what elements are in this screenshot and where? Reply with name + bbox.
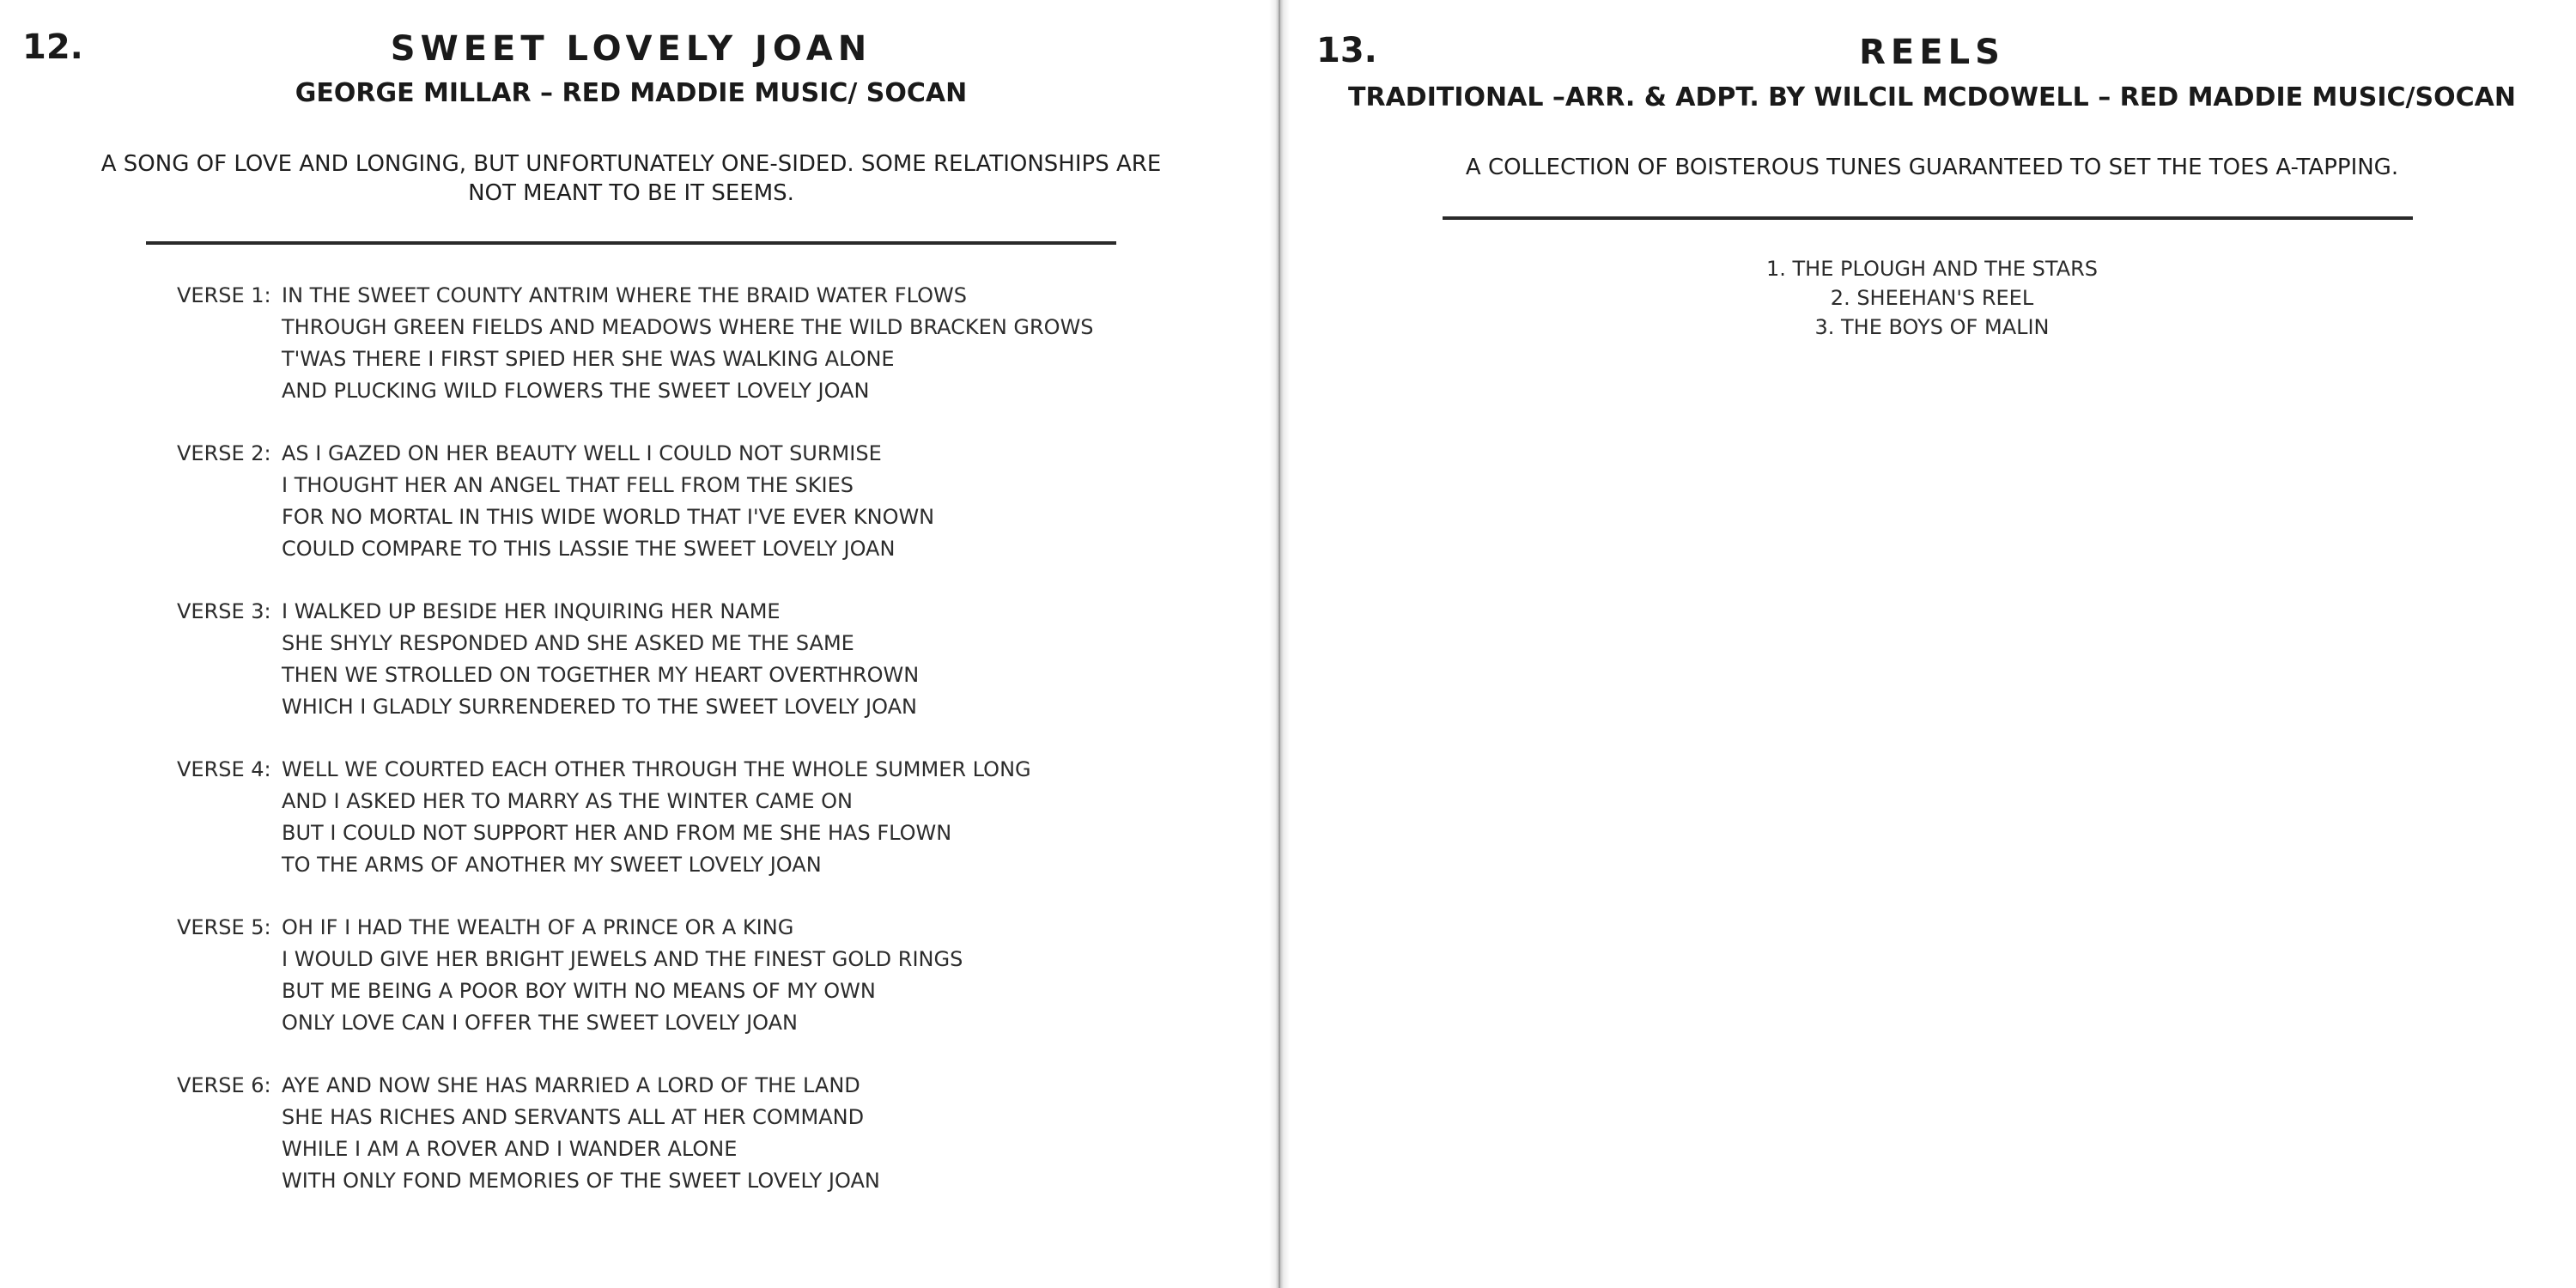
list-item: 1. THE PLOUGH AND THE STARS [1765,257,2099,281]
verse-lines [282,596,919,723]
tune-list [1460,254,2404,342]
lyric-line: OH IF I HAD THE WEALTH OF A PRINCE OR A KING [282,915,794,939]
track-number-12: 12. [22,27,83,67]
song-title-sweet-lovely-joan: SWEET LOVELY JOAN [390,29,872,69]
lyric-line: I THOUGHT HER AN ANGEL THAT FELL FROM THE SKIES [282,473,854,497]
verse [177,912,1207,1039]
verse [177,754,1207,881]
description-line: NOT MEANT TO BE IT SEEMS. [468,180,794,206]
right-page [1288,0,2576,1288]
lyric-line: SHE HAS RICHES AND SERVANTS ALL AT HER COMMAND [282,1105,865,1129]
song-credit-right: TRADITIONAL –ARR. & ADPT. BY WILCIL MCDOWELL – RED MADDIE MUSIC/SOCAN [1348,82,2516,112]
song-description-left [52,149,1211,208]
lyric-line: THEN WE STROLLED ON TOGETHER MY HEART OVERTHROWN [282,663,920,687]
description-line: A SONG OF LOVE AND LONGING, BUT UNFORTUNATELY ONE-SIDED. SOME RELATIONSHIPS ARE [100,151,1162,177]
list-item: 3. THE BOYS OF MALIN [1814,315,2050,339]
verse-label: VERSE 4: [177,757,271,781]
song-credit-left: GEORGE MILLAR – RED MADDIE MUSIC/ SOCAN [295,78,968,108]
booklet-spine [1269,0,1290,1288]
divider-rule-right [1443,216,2413,220]
lyric-line: I WALKED UP BESIDE HER INQUIRING HER NAME [282,599,781,623]
verse-label: VERSE 5: [177,915,271,939]
lyric-line: WITH ONLY FOND MEMORIES OF THE SWEET LOVELY JOAN [282,1169,880,1193]
verse [177,1070,1207,1197]
song-description-right: A COLLECTION OF BOISTEROUS TUNES GUARANTEED TO SET THE TOES A-TAPPING. [1465,155,2399,180]
lyric-line: I WOULD GIVE HER BRIGHT JEWELS AND THE FINEST GOLD RINGS [282,947,963,971]
verse [177,438,1207,565]
verse [177,596,1207,723]
lyric-line: ONLY LOVE CAN I OFFER THE SWEET LOVELY JOAN [282,1011,798,1035]
verse-label: VERSE 6: [177,1073,271,1097]
verse-lines [282,438,934,565]
lyric-line: THROUGH GREEN FIELDS AND MEADOWS WHERE THE WILD BRACKEN GROWS [282,315,1094,339]
lyric-line: IN THE SWEET COUNTY ANTRIM WHERE THE BRAID WATER FLOWS [282,283,967,307]
lyric-line: TO THE ARMS OF ANOTHER MY SWEET LOVELY JOAN [282,853,822,877]
verse-lines [282,280,1094,407]
list-item: 2. SHEEHAN'S REEL [1830,286,2034,310]
divider-rule-left [146,241,1116,245]
lyric-line: BUT I COULD NOT SUPPORT HER AND FROM ME SHE HAS FLOWN [282,821,952,845]
lyric-line: BUT ME BEING A POOR BOY WITH NO MEANS OF MY OWN [282,979,876,1003]
lyric-line: AND PLUCKING WILD FLOWERS THE SWEET LOVELY JOAN [282,379,870,403]
lyric-line: SHE SHYLY RESPONDED AND SHE ASKED ME THE SAME [282,631,854,655]
lyric-line: COULD COMPARE TO THIS LASSIE THE SWEET LOVELY JOAN [282,537,896,561]
lyric-line: WHILE I AM A ROVER AND I WANDER ALONE [282,1137,738,1161]
lyrics-block [177,280,1207,1228]
lyric-line: AND I ASKED HER TO MARRY AS THE WINTER CAME ON [282,789,853,813]
lyric-line: AS I GAZED ON HER BEAUTY WELL I COULD NOT SURMISE [282,441,882,465]
lyric-line: AYE AND NOW SHE HAS MARRIED A LORD OF THE LAND [282,1073,860,1097]
verse-label: VERSE 3: [177,599,271,623]
lyric-line: FOR NO MORTAL IN THIS WIDE WORLD THAT I'VE EVER KNOWN [282,505,935,529]
lyric-line: WELL WE COURTED EACH OTHER THROUGH THE WHOLE SUMMER LONG [282,757,1031,781]
lyric-line: WHICH I GLADLY SURRENDERED TO THE SWEET LOVELY JOAN [282,695,917,719]
verse [177,280,1207,407]
track-number-13: 13. [1316,31,1377,70]
verse-lines [282,912,963,1039]
verse-label: VERSE 1: [177,283,271,307]
verse-label: VERSE 2: [177,441,271,465]
lyric-line: T'WAS THERE I FIRST SPIED HER SHE WAS WALKING ALONE [282,347,895,371]
verse-lines [282,754,1031,881]
verse-lines [282,1070,880,1197]
song-title-reels: REELS [1859,33,2005,72]
